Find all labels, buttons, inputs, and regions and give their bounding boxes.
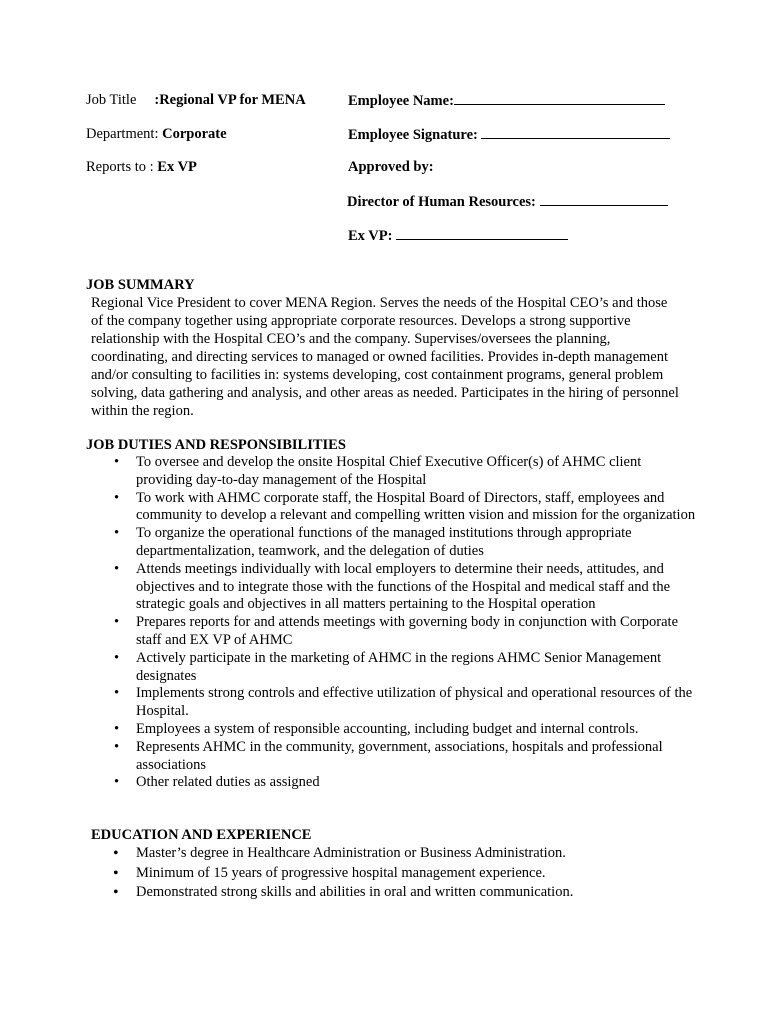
bullet-icon: • (114, 454, 120, 470)
list-item: • To oversee and develop the onsite Hospital Chief Executive Officer(s) of AHMC client providing day-to-day management of the Hospital (114, 454, 642, 488)
bullet-icon: • (113, 845, 119, 862)
ex-vp-row (348, 226, 568, 245)
bullet-icon: • (114, 649, 120, 666)
bullet-icon: • (114, 614, 120, 631)
list-item: • Prepares reports for and attends meetings with governing body in conjunction with Corporate staff and EX VP of AHMC (114, 614, 679, 648)
list-item: • Demonstrated strong skills and abilities in oral and written communication. (113, 884, 574, 901)
list-item: • Implements strong controls and effective utilization of physical and operational resources of the Hospital. (114, 685, 693, 720)
reports-to-value: Ex VP (157, 159, 197, 175)
employee-signature-label: Employee Signature: (348, 127, 478, 143)
job-summary-text: Regional Vice President to cover MENA Region. Serves the needs of the Hospital CEO’s and those of the company together using appropriate corporate resources. Develops a strong supportive relationship with the Hospital CEO’s and the company. Supervises/oversees the planning, coordinating, and directing services to managed or owned facilities. Provides in-depth management and/or consulting to facilities in: systems developing, cost containment programs, general problem solving, data gathering and analysis, and other areas as needed. Participates in the hiring of personnel within the region. (91, 295, 679, 419)
director-hr-label: Director of Human Resources: (347, 194, 536, 210)
bullet-icon: • (114, 720, 120, 737)
bullet-icon: • (114, 525, 120, 542)
approved-by-label: Approved by: (348, 159, 434, 175)
bullet-icon: • (114, 560, 120, 577)
department-label: Department: (86, 126, 159, 142)
employee-name-field[interactable] (454, 91, 665, 105)
ex-vp-signature-field[interactable] (396, 226, 568, 240)
list-item: • Actively participate in the marketing of AHMC in the regions AHMC Senior Management designates (114, 649, 662, 684)
list-item: • To work with AHMC corporate staff, the Hospital Board of Directors, staff, employees and community to develop a relevant and compelling written vision and mission for the organization (114, 489, 696, 524)
list-item: • Master’s degree in Healthcare Administration or Business Administration. (113, 845, 566, 862)
bullet-icon: • (113, 864, 119, 882)
job-title-value: :Regional VP for MENA (154, 92, 306, 108)
job-title-row (86, 91, 306, 109)
director-hr-signature-field[interactable] (540, 192, 668, 206)
job-title-label: Job Title (86, 92, 137, 108)
duties-section (86, 436, 696, 792)
job-summary-section (86, 276, 681, 420)
education-section (91, 826, 696, 903)
bullet-icon: • (114, 774, 120, 791)
director-hr-row (347, 192, 668, 211)
department-value: Corporate (162, 126, 227, 142)
bullet-icon: • (114, 738, 120, 755)
list-item: • Employees a system of responsible accounting, including budget and internal controls. (114, 720, 639, 737)
department-row (86, 125, 227, 143)
duties-title: JOB DUTIES AND RESPONSIBILITIES (86, 437, 346, 453)
employee-signature-row (348, 125, 670, 144)
job-summary-title: JOB SUMMARY (86, 277, 195, 293)
list-item: • Other related duties as assigned (114, 774, 320, 791)
list-item: • Represents AHMC in the community, government, associations, hospitals and professional associations (114, 738, 663, 773)
bullet-icon: • (114, 685, 120, 702)
education-title: EDUCATION AND EXPERIENCE (91, 827, 312, 843)
list-item: • To organize the operational functions of the managed institutions through appropriate departmentalization, teamwork, and the delegation of duties (114, 525, 632, 559)
bullet-icon: • (114, 489, 120, 506)
list-item: • Minimum of 15 years of progressive hospital management experience. (113, 864, 546, 882)
ex-vp-label: Ex VP: (348, 228, 393, 244)
duties-list (86, 454, 696, 792)
employee-signature-field[interactable] (481, 125, 670, 139)
list-item: • Attends meetings individually with local employers to determine their needs, attitudes, and objectives and to integrate those with the functions of the Hospital and medical staff and the strategic goals and objectives in all matters pertaining to the Hospital operation (114, 560, 671, 613)
bullet-icon: • (113, 884, 119, 901)
reports-to-label: Reports to : (86, 159, 154, 175)
employee-name-label: Employee Name: (348, 93, 454, 109)
education-list (86, 844, 696, 903)
reports-to-row (86, 158, 197, 176)
employee-name-row (348, 91, 665, 110)
